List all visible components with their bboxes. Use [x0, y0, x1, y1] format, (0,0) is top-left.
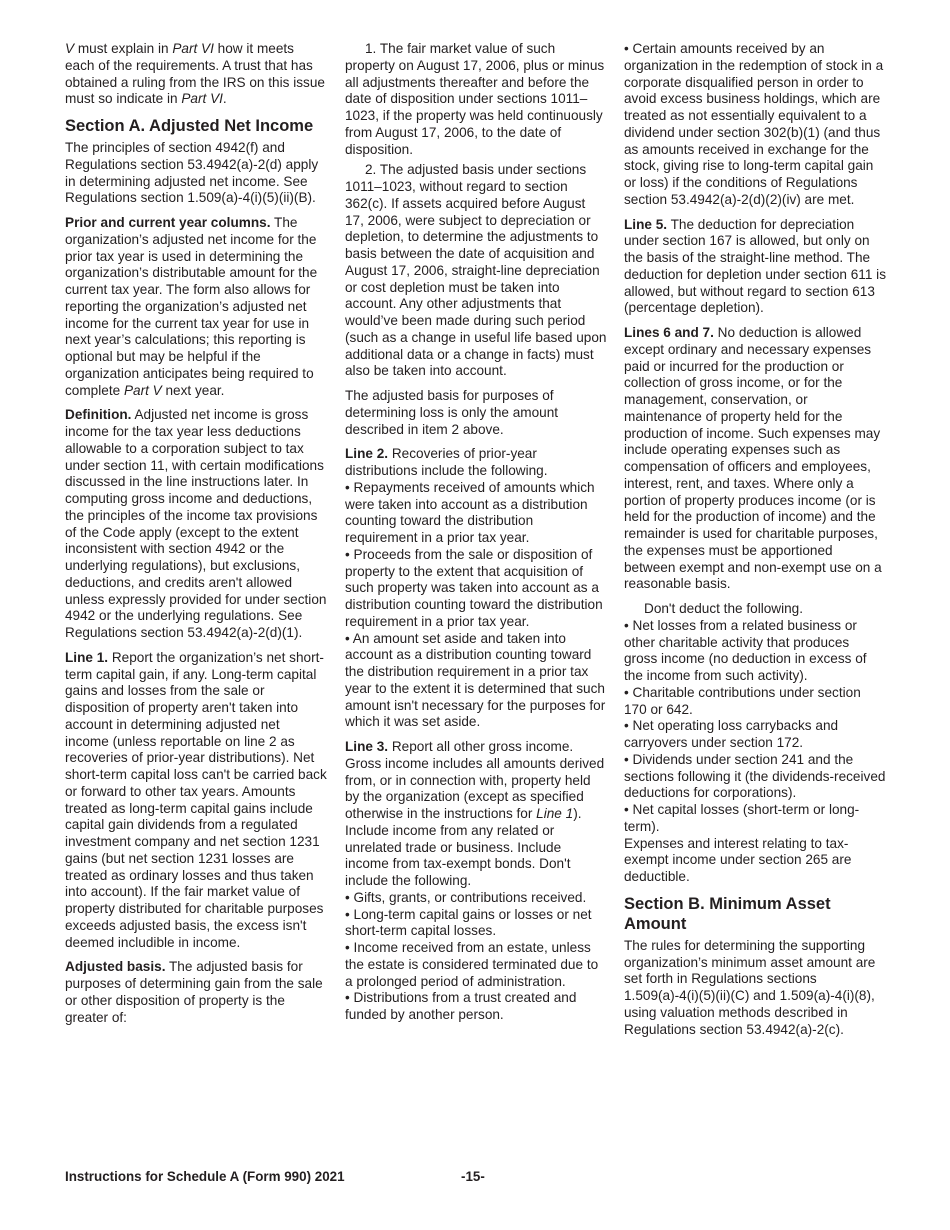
page-number: -15-	[461, 1169, 485, 1184]
deduct-bullet-3: • Net operating loss carrybacks and carryovers under section 172.	[624, 718, 839, 750]
line-2-bullet-3: • An amount set aside and taken into account as a distribution counting toward the distribution requirement in a prior tax year to the extent it is determined that such amount isn't necessary for the purposes for which it was set aside.	[345, 630, 606, 730]
dont-deduct-paragraph: Don't deduct the following.	[644, 601, 804, 616]
deduct-bullet-2: • Charitable contributions under section 170 or 642.	[624, 684, 861, 717]
definition-paragraph: Definition. Adjusted net income is gross income for the tax year less deductions allowable to a corporation subject to tax under section 11, with certain modifications discussed in the line instructions later. In computing gross income and deductions, the principles of the income tax provisions of the Code apply (except to the extent inconsistent with section 4942 or the underlying regulations), but exclusions, deductions, and credits aren't allowed unless expressly provided for under section 4942 or the underlying regulations. See Regulations section 53.4942(a)-2(d)(1).	[65, 407, 327, 640]
item-1-paragraph: 1. The fair market value of such property on August 17, 2006, plus or minus all adjustments thereafter and before the date of disposition under sections 1011–1023, if the property was held continuously from August 17, 2006, to the date of disposition.	[345, 41, 605, 157]
line-3-bullet-3: • Income received from an estate, unless the estate is considered terminated due to a prolonged period of administration.	[345, 940, 599, 989]
loss-basis-paragraph: The adjusted basis for purposes of determining loss is only the amount described in item 2 above.	[345, 388, 559, 437]
section-b-heading: Section B. Minimum Asset Amount	[624, 894, 831, 933]
line-3-bullet-2: • Long-term capital gains or losses or net short-term capital losses.	[345, 906, 592, 939]
section-b-paragraph: The rules for determining the supporting organization’s minimum asset amount are set forth in Regulations sections 1.509(a)-4(i)(5)(ii)(C) and 1.509(a)-4(i)(8), using valuation methods described in Regulations section 53.4942(a)-2(c).	[624, 937, 876, 1037]
item-2-paragraph: 2. The adjusted basis under sections 1011–1023, without regard to section 362(c). If assets acquired before August 17, 2006, were subject to depreciation or depletion, to determine the adjustments to basis between the date of acquisition and August 17, 2006, straight-line depreciation or cost depletion must be taken into account. Any other adjustments that would’ve been made during such period (such as a change in useful life based upon additional data or a change in facts) must also be taken into account.	[345, 162, 607, 379]
adjusted-basis-paragraph: Adjusted basis. The adjusted basis for purposes of determining gain from the sale or other disposition of property is the greater of:	[65, 959, 323, 1025]
intro-paragraph: V must explain in Part VI how it meets each of the requirements. A trust that has obtained a ruling from the IRS on this issue must so indicate in Part VI.	[65, 41, 325, 107]
column-3	[624, 41, 886, 1046]
prior-current-paragraph: Prior and current year columns. The organization’s adjusted net income for the prior tax year is used in determining the organization’s distributable amount for the current tax year. The form also allows for reporting the organization’s adjusted net income for the current tax year for use in next year’s calculations; this reporting is optional but may be helpful if the organization anticipates being required to complete Part V next year.	[65, 215, 318, 398]
line-5-paragraph: Line 5. The deduction for depreciation under section 167 is allowed, but only on the basis of the straight-line method. The deduction for depletion under section 611 is allowed, but without regard to section 613 (percentage depletion).	[624, 216, 886, 316]
line-2-paragraph: Line 2. Recoveries of prior-year distributions include the following.	[345, 446, 548, 478]
line-2-bullet-1: • Repayments received of amounts which were taken into account as a distribution counting toward the distribution requirement in a prior tax year.	[345, 479, 595, 545]
section-a-heading: Section A. Adjusted Net Income	[65, 117, 314, 135]
expenses-paragraph: Expenses and interest relating to tax-exempt income under section 265 are deductible.	[624, 835, 852, 884]
section-a-paragraph: The principles of section 4942(f) and Regulations section 53.4942(a)-2(d) apply in determining adjusted net income. See Regulations section 1.509(a)-4(i)(5)(ii)(B).	[65, 140, 319, 206]
line-3-bullet-1: • Gifts, grants, or contributions received.	[345, 889, 587, 905]
column-2	[345, 41, 607, 1024]
line-1-paragraph: Line 1. Report the organization’s net short-term capital gain, if any. Long-term capital gains and losses from the sale or disposition of property aren't taken into account in determining adjusted net income (unless reportable on line 2 as recoveries of prior-year distributions). Net short-term capital loss can't be carried back or forward to other tax years. Amounts treated as long-term capital gains include capital gain dividends from a regulated investment company and net section 1231 gains (but net section 1231 losses are treated as ordinary losses and thus taken into account). If the fair market value of property distributed for charitable purposes exceeds adjusted basis, the excess isn't deemed includible in income.	[65, 649, 327, 950]
lines-6-7-paragraph: Lines 6 and 7. No deduction is allowed except ordinary and necessary expenses paid or incurred for the production or collection of gross income, or for the management, conservation, or maintenance of property held for the production of income. Such expenses may include operating expenses such as compensation of officers and employees, interest, rent, and taxes. Where only a portion of property produces income (or is held for the production of income) and the remainder is used for charitable purposes, the expenses must be apportioned between exempt and non-exempt use on a reasonable basis.	[624, 325, 882, 592]
deduct-bullet-4: • Dividends under section 241 and the sections following it (the dividends-received deductions for corporations).	[624, 751, 886, 801]
deduct-bullet-5: • Net capital losses (short-term or long-term).	[624, 802, 860, 834]
line-3-bullet-4: • Distributions from a trust created and funded by another person.	[345, 990, 577, 1022]
deduct-bullet-1: • Net losses from a related business or other charitable activity that produces gross income (no deduction in excess of the income from such activity).	[624, 617, 867, 683]
line-2-bullet-2: • Proceeds from the sale or disposition of property to the extent that acquisition of such property was taken into account as a distribution counting toward the distribution requirement in a prior tax year.	[345, 546, 603, 629]
redemption-bullet: • Certain amounts received by an organization in the redemption of stock in a corporate disqualified person in order to avoid excess business holdings, which are treated as not essentially equivalent to a dividend under section 302(b)(1) (and thus as amounts received in exchange for the stock, giving rise to long-term capital gain or loss) if the conditions of Regulations section 53.4942(a)-2(d)(2)(iv) are met.	[624, 41, 884, 207]
line-3-paragraph: Line 3. Report all other gross income. Gross income includes all amounts derived from, or in connection with, property held by the organization (except as specified otherwise in the instructions for Line 1). Include income from any related or unrelated trade or business. Include income from tax-exempt bonds. Don't include the following.	[345, 739, 605, 888]
footer-title: Instructions for Schedule A (Form 990) 2021	[65, 1169, 345, 1184]
column-1	[65, 41, 327, 1034]
